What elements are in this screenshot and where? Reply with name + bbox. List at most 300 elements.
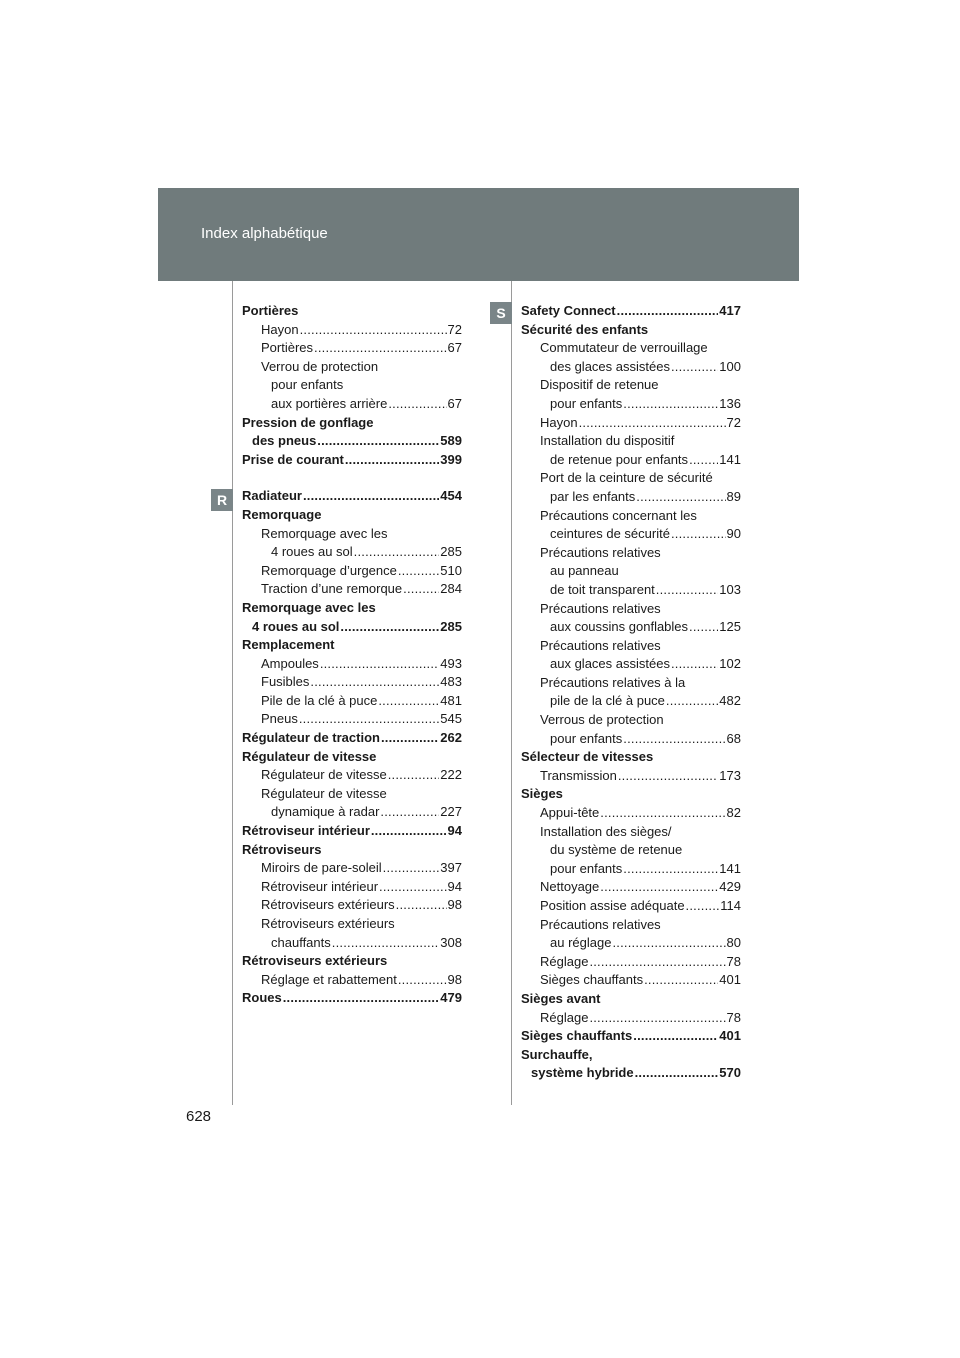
index-entry-line bbox=[521, 562, 741, 581]
index-entry-line bbox=[521, 432, 741, 451]
entry-label: Pression de gonflage bbox=[242, 414, 374, 430]
index-entry-line bbox=[242, 414, 462, 433]
index-entry-line bbox=[242, 952, 462, 971]
index-entry bbox=[242, 989, 462, 1008]
entry-label: Prise de courant bbox=[242, 451, 344, 467]
entry-label: aux portières arrière bbox=[271, 395, 388, 411]
index-entry bbox=[242, 358, 462, 414]
entry-label: Précautions relatives bbox=[540, 600, 661, 616]
index-entry-line bbox=[521, 860, 741, 879]
index-entry bbox=[242, 506, 462, 525]
leader-dots bbox=[656, 581, 719, 600]
entry-page-number: 397 bbox=[440, 860, 462, 876]
index-column-s bbox=[521, 302, 741, 1083]
leader-dots bbox=[600, 804, 725, 823]
index-entry-line bbox=[242, 432, 462, 451]
leader-dots bbox=[381, 729, 439, 748]
entry-page-number: 493 bbox=[440, 655, 462, 671]
leader-dots bbox=[345, 451, 439, 470]
leader-dots bbox=[371, 822, 447, 841]
index-entry-line bbox=[242, 525, 462, 544]
entry-page-number: 429 bbox=[719, 879, 741, 895]
entry-label: Portières bbox=[261, 340, 314, 356]
entry-label: au réglage bbox=[550, 935, 612, 951]
entry-page-number: 141 bbox=[719, 860, 741, 876]
index-entry bbox=[521, 823, 741, 879]
index-entry bbox=[242, 878, 462, 897]
entry-page-number: 285 bbox=[440, 544, 462, 560]
index-entry-line bbox=[242, 302, 462, 321]
index-entry-line bbox=[242, 506, 462, 525]
entry-page-number: 72 bbox=[447, 321, 462, 337]
index-entry-line bbox=[521, 1009, 741, 1028]
index-entry-line bbox=[521, 376, 741, 395]
index-entry-line bbox=[242, 451, 462, 470]
entry-label: Fusibles bbox=[261, 674, 310, 690]
entry-page-number: 141 bbox=[719, 451, 741, 467]
entry-label: Remorquage d’urgence bbox=[261, 562, 397, 578]
entry-label: pour enfants bbox=[550, 860, 623, 876]
leader-dots bbox=[299, 710, 439, 729]
entry-label: Précautions relatives à la bbox=[540, 674, 686, 690]
index-entry-line bbox=[242, 636, 462, 655]
index-entry bbox=[521, 748, 741, 767]
entry-label: Ampoules bbox=[261, 655, 319, 671]
index-entry bbox=[521, 1046, 741, 1083]
entry-label: du système de retenue bbox=[550, 842, 683, 858]
entry-page-number: 82 bbox=[726, 805, 741, 821]
index-entry bbox=[242, 673, 462, 692]
index-entry-line bbox=[521, 525, 741, 544]
entry-label: des glaces assistées bbox=[550, 358, 670, 374]
leader-dots bbox=[398, 971, 447, 990]
leader-dots bbox=[666, 692, 718, 711]
entry-page-number: 90 bbox=[726, 526, 741, 542]
index-entry bbox=[242, 952, 462, 971]
index-entry-line bbox=[521, 637, 741, 656]
entry-label: chauffants bbox=[271, 934, 331, 950]
index-entry bbox=[521, 897, 741, 916]
index-entry-line bbox=[521, 1027, 741, 1046]
entry-label: pile de la clé à puce bbox=[550, 693, 665, 709]
index-entry bbox=[242, 339, 462, 358]
letter-tab-s: S bbox=[490, 302, 512, 324]
entry-page-number: 262 bbox=[440, 730, 462, 746]
entry-label: Surchauffe, bbox=[521, 1046, 593, 1062]
entry-label: Transmission bbox=[540, 767, 617, 783]
index-entry-line bbox=[242, 376, 462, 395]
index-entry bbox=[242, 896, 462, 915]
entry-label: Sièges bbox=[521, 786, 563, 802]
index-entry bbox=[242, 915, 462, 952]
entry-page-number: 98 bbox=[447, 897, 462, 913]
entry-page-number: 125 bbox=[719, 619, 741, 635]
index-entry-line bbox=[521, 767, 741, 786]
entry-label: Hayon bbox=[540, 414, 578, 430]
index-entry bbox=[521, 971, 741, 990]
entry-page-number: 94 bbox=[447, 878, 462, 894]
entry-label: Sièges avant bbox=[521, 990, 601, 1006]
entry-label: de retenue pour enfants bbox=[550, 451, 689, 467]
index-entry-line bbox=[242, 729, 462, 748]
index-entry-line bbox=[521, 451, 741, 470]
entry-label: Installation des sièges/ bbox=[540, 823, 672, 839]
leader-dots bbox=[579, 414, 726, 433]
index-entry-line bbox=[242, 841, 462, 860]
entry-label: Position assise adéquate bbox=[540, 898, 685, 913]
entry-label: Sélecteur de vitesses bbox=[521, 749, 654, 765]
index-entry-line bbox=[242, 710, 462, 729]
entry-label: 4 roues au sol bbox=[252, 618, 340, 634]
leader-dots bbox=[332, 934, 440, 953]
index-entry bbox=[242, 302, 462, 321]
leader-dots bbox=[403, 580, 439, 599]
index-entry-line bbox=[242, 878, 462, 897]
section-title: Index alphabétique bbox=[201, 225, 328, 242]
index-entry bbox=[521, 767, 741, 786]
index-entry bbox=[521, 432, 741, 469]
entry-page-number: 479 bbox=[440, 990, 462, 1006]
index-entry-line bbox=[521, 618, 741, 637]
entry-label: Remplacement bbox=[242, 637, 335, 653]
entry-label: Pneus bbox=[261, 711, 298, 727]
index-entry-line bbox=[242, 395, 462, 414]
index-entry bbox=[242, 859, 462, 878]
entry-label: Remorquage bbox=[242, 506, 322, 522]
entry-page-number: 67 bbox=[447, 340, 462, 356]
entry-page-number: 173 bbox=[719, 767, 741, 783]
index-entry-line bbox=[242, 803, 462, 822]
index-entry bbox=[521, 469, 741, 506]
index-entry-line bbox=[521, 395, 741, 414]
index-entry-line bbox=[242, 673, 462, 692]
entry-label: Radiateur bbox=[242, 488, 302, 504]
entry-page-number: 589 bbox=[440, 433, 462, 449]
leader-dots bbox=[589, 953, 725, 972]
index-entry-line bbox=[521, 655, 741, 674]
entry-label: Remorquage avec les bbox=[242, 599, 376, 615]
leader-dots bbox=[388, 395, 446, 414]
right-column-rule bbox=[511, 281, 512, 1105]
index-entry bbox=[242, 841, 462, 860]
leader-dots bbox=[378, 692, 439, 711]
index-entry-line bbox=[242, 618, 462, 637]
index-entry bbox=[521, 674, 741, 711]
leader-dots bbox=[340, 618, 439, 637]
entry-page-number: 481 bbox=[440, 692, 462, 708]
entry-page-number: 510 bbox=[440, 562, 462, 578]
index-entry-line bbox=[242, 934, 462, 953]
entry-page-number: 399 bbox=[440, 451, 462, 467]
entry-page-number: 308 bbox=[440, 934, 462, 950]
leader-dots bbox=[589, 1009, 725, 1028]
entry-page-number: 227 bbox=[440, 804, 462, 820]
entry-page-number: 114 bbox=[720, 898, 741, 913]
index-entry bbox=[242, 729, 462, 748]
entry-label: dynamique à radar bbox=[271, 804, 380, 820]
index-entry bbox=[521, 990, 741, 1009]
entry-label: Installation du dispositif bbox=[540, 433, 675, 449]
index-entry-line bbox=[242, 321, 462, 340]
entry-label: Réglage bbox=[540, 1009, 589, 1025]
entry-label: Pile de la clé à puce bbox=[261, 692, 378, 708]
leader-dots bbox=[636, 488, 725, 507]
entry-page-number: 98 bbox=[447, 971, 462, 987]
index-entry-line bbox=[521, 321, 741, 340]
index-entry-line bbox=[242, 339, 462, 358]
index-entry-line bbox=[521, 897, 741, 916]
index-entry bbox=[242, 785, 462, 822]
index-entry-line bbox=[242, 822, 462, 841]
entry-label: Commutateur de verrouillage bbox=[540, 340, 708, 356]
index-entry-line bbox=[521, 358, 741, 377]
entry-label: 4 roues au sol bbox=[271, 544, 353, 560]
entry-page-number: 454 bbox=[440, 488, 462, 504]
leader-dots bbox=[379, 878, 446, 897]
leader-dots bbox=[396, 896, 447, 915]
section-header bbox=[158, 188, 799, 281]
leader-dots bbox=[283, 989, 440, 1008]
entry-page-number: 67 bbox=[447, 395, 462, 411]
leader-dots bbox=[380, 803, 439, 822]
leader-dots bbox=[398, 562, 439, 581]
index-entry bbox=[521, 321, 741, 340]
index-entry-line bbox=[521, 990, 741, 1009]
index-entry-line bbox=[521, 1064, 741, 1083]
index-entry bbox=[521, 804, 741, 823]
index-entry-line bbox=[521, 823, 741, 842]
entry-label: Régulateur de vitesse bbox=[242, 748, 377, 764]
leader-dots bbox=[686, 897, 720, 916]
entry-label: Safety Connect bbox=[521, 303, 616, 318]
entry-page-number: 483 bbox=[440, 674, 462, 690]
entry-page-number: 78 bbox=[726, 1009, 741, 1025]
entry-page-number: 78 bbox=[726, 953, 741, 969]
index-entry bbox=[521, 600, 741, 637]
entry-label: pour enfants bbox=[271, 377, 344, 393]
entry-page-number: 401 bbox=[719, 1028, 741, 1044]
entry-page-number: 102 bbox=[719, 656, 741, 672]
index-entry bbox=[521, 711, 741, 748]
leader-dots bbox=[617, 302, 719, 321]
entry-label: Sièges chauffants bbox=[540, 972, 644, 988]
index-entry-line bbox=[521, 302, 741, 321]
entry-label: Précautions relatives bbox=[540, 544, 661, 560]
index-entry-line bbox=[521, 414, 741, 433]
index-entry bbox=[242, 971, 462, 990]
index-entry bbox=[242, 562, 462, 581]
leader-dots bbox=[383, 859, 440, 878]
leader-dots bbox=[310, 673, 439, 692]
index-entry bbox=[521, 785, 741, 804]
entry-label: aux glaces assistées bbox=[550, 656, 670, 672]
leader-dots bbox=[623, 860, 718, 879]
index-entry-line bbox=[521, 878, 741, 897]
index-entry bbox=[242, 321, 462, 340]
section-gap bbox=[242, 469, 462, 487]
entry-label: Rétroviseurs bbox=[242, 841, 322, 857]
page-number: 628 bbox=[186, 1108, 212, 1125]
index-entry bbox=[521, 878, 741, 897]
index-entry-line bbox=[242, 655, 462, 674]
entry-page-number: 285 bbox=[440, 618, 462, 634]
entry-label: Portières bbox=[242, 303, 299, 318]
index-entry-line bbox=[242, 989, 462, 1008]
index-entry-line bbox=[242, 915, 462, 934]
entry-label: Port de la ceinture de sécurité bbox=[540, 470, 713, 486]
index-entry-line bbox=[242, 785, 462, 804]
index-entry-line bbox=[242, 692, 462, 711]
leader-dots bbox=[689, 451, 718, 470]
leader-dots bbox=[314, 339, 447, 358]
index-entry bbox=[521, 544, 741, 600]
index-entry-line bbox=[521, 581, 741, 600]
entry-page-number: 72 bbox=[726, 414, 741, 430]
index-entry bbox=[242, 710, 462, 729]
entry-label: Précautions concernant les bbox=[540, 507, 697, 523]
entry-page-number: 103 bbox=[719, 581, 741, 597]
index-entry-line bbox=[521, 1046, 741, 1065]
leader-dots bbox=[635, 1064, 719, 1083]
entry-label: Traction d’une remorque bbox=[261, 581, 403, 597]
index-entry bbox=[521, 339, 741, 376]
index-entry bbox=[242, 655, 462, 674]
entry-label: Rétroviseurs extérieurs bbox=[242, 953, 388, 969]
index-entry bbox=[242, 692, 462, 711]
entry-label: au panneau bbox=[550, 563, 619, 579]
entry-label: Précautions relatives bbox=[540, 637, 661, 653]
index-entry-line bbox=[521, 711, 741, 730]
entry-label: Dispositif de retenue bbox=[540, 377, 659, 393]
leader-dots bbox=[600, 878, 718, 897]
entry-label: Rétroviseurs extérieurs bbox=[261, 916, 395, 931]
index-entry-line bbox=[242, 896, 462, 915]
entry-label: Verrous de protection bbox=[540, 712, 664, 728]
index-entry bbox=[521, 376, 741, 413]
index-entry-line bbox=[521, 748, 741, 767]
index-entry bbox=[242, 599, 462, 636]
entry-label: système hybride bbox=[531, 1065, 634, 1081]
entry-label: Nettoyage bbox=[540, 879, 600, 895]
entry-label: Régulateur de vitesse bbox=[261, 767, 387, 783]
index-entry bbox=[521, 507, 741, 544]
index-entry bbox=[521, 953, 741, 972]
entry-page-number: 94 bbox=[447, 823, 462, 839]
entry-page-number: 68 bbox=[726, 730, 741, 746]
index-entry bbox=[521, 414, 741, 433]
entry-label: Précautions relatives bbox=[540, 916, 661, 932]
index-entry-line bbox=[521, 469, 741, 488]
entry-page-number: 570 bbox=[719, 1065, 741, 1081]
entry-label: Rétroviseur intérieur bbox=[242, 823, 370, 839]
entry-label: par les enfants bbox=[550, 488, 636, 504]
index-entry-line bbox=[521, 785, 741, 804]
index-entry-line bbox=[242, 562, 462, 581]
index-entry-line bbox=[521, 934, 741, 953]
entry-label: pour enfants bbox=[550, 730, 623, 746]
entry-label: ceintures de sécurité bbox=[550, 526, 670, 542]
index-entry-line bbox=[242, 358, 462, 377]
entry-label: Sécurité des enfants bbox=[521, 321, 649, 337]
entry-label: Réglage et rabattement bbox=[261, 971, 397, 987]
entry-page-number: 482 bbox=[719, 693, 741, 709]
index-entry-line bbox=[242, 748, 462, 767]
leader-dots bbox=[320, 655, 439, 674]
entry-page-number: 401 bbox=[719, 972, 741, 988]
letter-tab-r: R bbox=[211, 489, 233, 511]
index-entry-line bbox=[242, 859, 462, 878]
entry-label: Appui-tête bbox=[540, 805, 600, 821]
leader-dots bbox=[671, 358, 718, 377]
entry-label: Sièges chauffants bbox=[521, 1028, 633, 1044]
index-column-r bbox=[242, 302, 462, 1008]
entry-page-number: 80 bbox=[726, 935, 741, 951]
entry-page-number: 136 bbox=[719, 395, 741, 411]
index-entry-line bbox=[242, 543, 462, 562]
entry-label: Miroirs de pare-soleil bbox=[261, 860, 382, 876]
index-entry-line bbox=[521, 488, 741, 507]
index-entry bbox=[521, 916, 741, 953]
entry-page-number: 417 bbox=[719, 303, 741, 318]
entry-label: Régulateur de traction bbox=[242, 730, 380, 746]
entry-label: des pneus bbox=[252, 433, 317, 449]
leader-dots bbox=[388, 766, 440, 785]
index-entry bbox=[521, 1027, 741, 1046]
index-entry bbox=[521, 1009, 741, 1028]
entry-label: aux coussins gonflables bbox=[550, 619, 689, 635]
entry-page-number: 100 bbox=[719, 358, 741, 374]
index-entry-line bbox=[521, 692, 741, 711]
entry-label: Hayon bbox=[261, 321, 299, 337]
index-entry-line bbox=[521, 674, 741, 693]
leader-dots bbox=[317, 432, 439, 451]
entry-page-number: 89 bbox=[726, 488, 741, 504]
leader-dots bbox=[623, 395, 718, 414]
entry-page-number: 284 bbox=[440, 581, 462, 597]
entry-label: Verrou de protection bbox=[261, 358, 379, 374]
index-entry-line bbox=[521, 953, 741, 972]
index-entry-line bbox=[242, 971, 462, 990]
entry-page-number: 222 bbox=[440, 767, 462, 783]
entry-page-number: 545 bbox=[440, 711, 462, 727]
entry-label: pour enfants bbox=[550, 395, 623, 411]
entry-label: Roues bbox=[242, 990, 282, 1006]
leader-dots bbox=[300, 321, 447, 340]
index-entry-line bbox=[521, 600, 741, 619]
index-entry-line bbox=[242, 580, 462, 599]
index-entry bbox=[242, 748, 462, 767]
leader-dots bbox=[644, 971, 718, 990]
index-entry-line bbox=[521, 339, 741, 358]
index-entry bbox=[242, 487, 462, 506]
entry-label: Rétroviseurs extérieurs bbox=[261, 897, 395, 913]
leader-dots bbox=[623, 730, 725, 749]
leader-dots bbox=[671, 525, 726, 544]
leader-dots bbox=[618, 767, 718, 786]
entry-label: Rétroviseur intérieur bbox=[261, 878, 379, 894]
leader-dots bbox=[633, 1027, 718, 1046]
index-entry-line bbox=[521, 916, 741, 935]
leader-dots bbox=[303, 487, 439, 506]
index-entry-line bbox=[521, 730, 741, 749]
index-entry bbox=[242, 525, 462, 562]
index-entry-line bbox=[242, 599, 462, 618]
leader-dots bbox=[671, 655, 718, 674]
entry-label: Remorquage avec les bbox=[261, 525, 388, 541]
index-entry bbox=[242, 414, 462, 451]
index-entry bbox=[242, 636, 462, 655]
index-entry bbox=[242, 451, 462, 470]
